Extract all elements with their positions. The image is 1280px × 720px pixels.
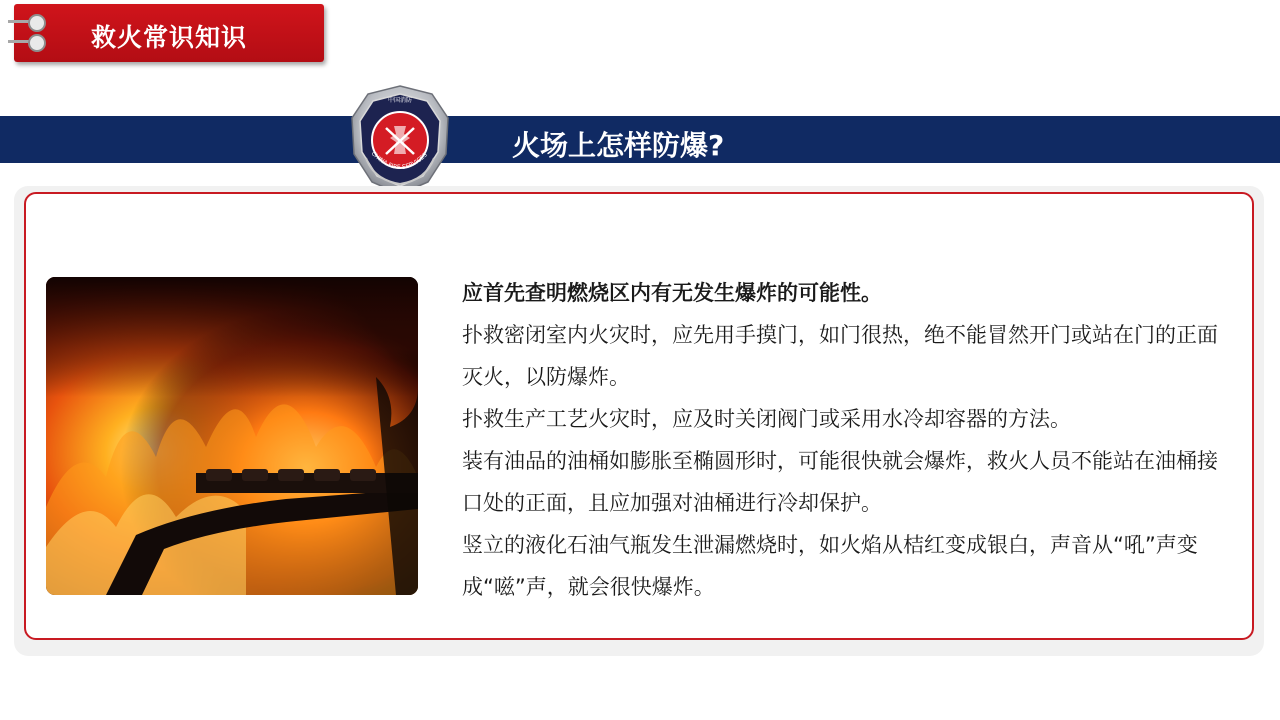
page-title: 火场上怎样防爆? [512, 129, 725, 162]
paragraph-lpg-cylinder: 竖立的液化石油气瓶发生泄漏燃烧时，如火焰从桔红变成银白，声音从“吼”声变成“嗞”声，就会很快爆炸。 [462, 533, 1198, 599]
lead-sentence: 应首先查明燃烧区内有无发生爆炸的可能性。 [462, 281, 882, 305]
paragraph-oil-drum: 装有油品的油桶如膨胀至椭圆形时，可能很快就会爆炸，救火人员不能站在油桶接口处的正面，且应加强对油桶进行冷却保护。 [462, 449, 1218, 515]
emblem-ring-textpath: CHINA FIRE SERVICES [369, 150, 429, 172]
fire-scene-image [46, 277, 418, 595]
title-band [0, 116, 1280, 163]
section-tag [14, 4, 324, 62]
paragraph-sealed-room: 扑救密闭室内火灾时，应先用手摸门，如门很热，绝不能冒然开门或站在门的正面灭火，以防爆炸。 [462, 323, 1218, 389]
emblem-top-text: 中国消防 [387, 97, 413, 104]
fire-photo [46, 277, 418, 595]
content-text [462, 272, 1222, 608]
paragraph-process-fire: 扑救生产工艺火灾时，应及时关闭阀门或采用水冷却容器的方法。 [462, 407, 1071, 431]
section-label: 救火常识知识 [90, 23, 247, 52]
fire-services-emblem-icon [344, 84, 456, 196]
